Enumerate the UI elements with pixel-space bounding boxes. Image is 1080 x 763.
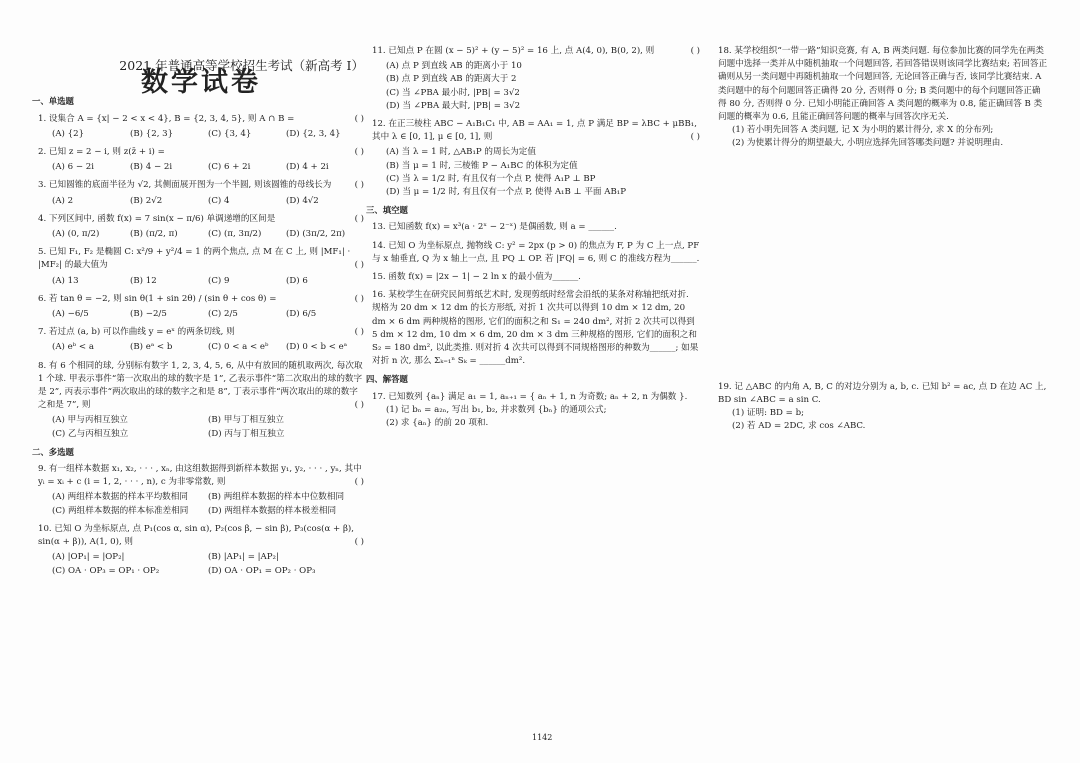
question-16: 16. 某校学生在研究民间剪纸艺术时, 发现剪纸时经常会沿纸的某条对称轴把纸对折. 规格为 20 dm × 12 dm 的长方形纸, 对折 1 次共可以得到 10 dm × 12 dm, 20 dm × 6 dm 两种规格的图形, 它们的面积之和 S₁ = 240 dm², 对折 2 次共可以得到 5 dm × 12 dm, 10 dm × 6 dm, 20 dm × 3 dm 三种规格的图形, 它们的面积之和 S₂ = 180 dm², 以此类推. 则对折 4 次共可以得到不同规格图形的种数为______; 如果对折 n 次, 那么 Σₖ₌₁ⁿ Sₖ = ______dm². [372,290,699,367]
option-c: (C) 4 [208,195,230,206]
option-d: (D) 6/5 [286,309,317,320]
question-14: 14. 已知 O 为坐标原点, 抛物线 C: y² = 2px (p > 0) 的焦点为 F, P 为 C 上一点, PF 与 x 轴垂直, Q 为 x 轴上一点, 且 PQ ⊥ OP. 若 |FQ| = 6, 则 C 的准线方程为______. [372,240,700,264]
column-3 [718,45,1048,438]
option-c: (C) 6 + 2i [208,162,251,173]
main-title: 数学试卷 [141,67,261,99]
subquestion-2: (2) 求 {aₙ} 的前 20 项和. [386,418,489,429]
option-b: (B) 甲与丁相互独立 [208,415,284,426]
question-8: 8. 有 6 个相同的球, 分别标有数字 1, 2, 3, 4, 5, 6, 从中有放回的随机取两次, 每次取 1 个球. 甲表示事件“第一次取出的球的数字是 1”, 乙表示事件“第二次取出的球的数字是 2”, 丙表示事件“两次取出的球的数字之和是 8”, 丁表示事件“两次取出的球的数字之和是 7”, 则 ( ) (A) 甲与丙相互独立 (B) 甲与丁相互独立 (C) 乙与丙相互独立 (D) 丙与丁相互独立 [38,360,364,441]
option-d: (D) 4√2 [286,195,319,206]
page-number: 1142 [532,733,553,742]
section-multi-choice: 二、多选题 [32,446,74,457]
option-a: (A) (0, π/2) [52,229,100,240]
option-b: (B) {2, 3} [130,128,174,139]
option-b: (B) 点 P 到直线 AB 的距离大于 2 [386,74,517,85]
subquestion-1: (1) 证明: BD = b; [732,408,804,419]
option-b: (B) eᵃ < b [130,342,173,353]
option-a: (A) 甲与丙相互独立 [52,415,128,426]
question-6: ( ) 6. 若 tan θ = −2, 则 sin θ(1 + sin 2θ) / (sin θ + cos θ) = (A) −6/5 (B) −2/5 (C) 2/5 (D) 6/5 [38,293,364,321]
question-17: 17. 已知数列 {aₙ} 满足 a₁ = 1, aₙ₊₁ = { aₙ + 1, n 为奇数; aₙ + 2, n 为偶数 }. (1) 记 bₙ = a₂ₙ, 写出 b₁, b₂, 并求数列 {bₙ} 的通项公式; (2) 求 {aₙ} 的前 20 项和. [372,391,700,431]
section-fill-blank: 三、填空题 [366,205,408,216]
option-b: (B) 2√2 [130,195,163,206]
option-d: (D) 当 μ = 1/2 时, 有且仅有一个点 P, 使得 A₁B ⊥ 平面 AB₁P [386,187,627,198]
question-1: ( ) 1. 设集合 A = {x| − 2 < x < 4}, B = {2, 3, 4, 5}, 则 A ∩ B = (A) {2} (B) {2, 3} (C) {3, 4} (D) {2, 3, 4} [38,113,364,141]
question-3: 3. 已知圆锥的底面半径为 √2, 其侧面展开图为一个半圆, 则该圆锥的母线长为 ( ) (A) 2 (B) 2√2 (C) 4 (D) 4√2 [38,179,364,207]
question-15: 15. 函数 f(x) = |2x − 1| − 2 ln x 的最小值为______. [372,272,581,283]
subquestion-2: (2) 为使累计得分的期望最大, 小明应选择先回答哪类问题? 并说明理由. [732,138,1004,149]
option-c: (C) 当 λ = 1/2 时, 有且仅有一个点 P, 使得 A₁P ⊥ BP [386,173,596,184]
option-b: (B) (π/2, π) [130,229,178,240]
option-b: (B) −2/5 [130,309,167,320]
option-a: (A) |OP₁| = |OP₂| [52,552,125,563]
question-7: ( ) 7. 若过点 (a, b) 可以作曲线 y = eˣ 的两条切线, 则 (A) eᵇ < a (B) eᵃ < b (C) 0 < a < eᵇ (D) 0 < b < eᵃ [38,326,364,354]
option-b: (B) |AP₁| = |AP₂| [208,552,279,563]
question-2: ( ) 2. 已知 z = 2 − i, 则 z(z̄ + i) = (A) 6 − 2i (B) 4 − 2i (C) 6 + 2i (D) 4 + 2i [38,146,364,174]
question-9: 9. 有一组样本数据 x₁, x₂, · · · , xₙ, 由这组数据得到新样本数据 y₁, y₂, · · · , yₙ, 其中 yᵢ = xᵢ + c (i = 1, 2, · · · , n), c 为非零常数, 则 ( ) (A) 两组样本数据的样本平均数相同 (B) 两组样本数据的样本中位数相同 (C) 两组样本数据的样本标准差相同 (D) 两组样本数据的样本极差相同 [38,463,364,518]
option-b: (B) 当 μ = 1 时, 三棱锥 P − A₁BC 的体积为定值 [386,160,578,171]
column-1 [32,45,364,583]
exam-title: 2021 年普通高等学校招生考试（新高考 I） [119,58,364,73]
option-d: (D) 6 [286,275,308,286]
option-a: (A) {2} [52,128,85,139]
option-b: (B) 两组样本数据的样本中位数相同 [208,492,345,503]
option-b: (B) 12 [130,275,157,286]
question-18: 18. 某学校组织“一带一路”知识竞赛, 有 A, B 两类问题. 每位参加比赛的同学先在两类问题中选择一类并从中随机抽取一个问题回答, 若回答错误则该同学比赛结束; 若回答正确则从另一类问题中再随机抽取一个问题回答, 无论回答正确与否, 该同学比赛结束. A 类问题中的每个问题回答正确得 20 分, 否则得 0 分; B 类问题中的每个问题回答正确得 80 分, 否则得 0 分. 已知小明能正确回答 A 类问题的概率为 0.8, 能正确回答 B 类问题的概率为 0.6, 且能正确回答问题的概率与回答次序无关. (1) 若小明先回答 A 类问题, 记 X 为小明的累计得分, 求 X 的分布列; (2) 为使累计得分的期望最大, 小明应选择先回答哪类问题? 并说明理由. [718,45,1048,151]
option-a: (A) eᵇ < a [52,342,94,353]
section-single-choice: 一、单选题 [32,96,74,107]
option-c: (C) 乙与丙相互独立 [52,428,129,439]
subquestion-1: (1) 记 bₙ = a₂ₙ, 写出 b₁, b₂, 并求数列 {bₙ} 的通项公式; [386,404,607,415]
option-d: (D) 4 + 2i [286,162,329,173]
option-d: (D) 0 < b < eᵃ [286,342,348,353]
option-c: (C) (π, 3π/2) [208,229,262,240]
option-a: (A) 点 P 到直线 AB 的距离小于 10 [386,61,522,72]
option-c: (C) 0 < a < eᵇ [208,342,269,353]
option-b: (B) 4 − 2i [130,162,173,173]
option-a: (A) 6 − 2i [52,162,94,173]
option-d: (D) 当 ∠PBA 最大时, |PB| = 3√2 [386,100,521,111]
subquestion-2: (2) 若 AD = 2DC, 求 cos ∠ABC. [732,421,866,432]
question-4: ( ) 4. 下列区间中, 函数 f(x) = 7 sin(x − π/6) 单调递增的区间是 (A) (0, π/2) (B) (π/2, π) (C) (π, 3π/2) (D) (3π/2, 2π) [38,213,364,241]
question-12: 12. 在正三棱柱 ABC − A₁B₁C₁ 中, AB = AA₁ = 1, 点 P 满足 BP = λBC + μBB₁, 其中 λ ∈ [0, 1], μ ∈ [0, 1], 则 ( ) (A) 当 λ = 1 时, △AB₁P 的周长为定值 (B) 当 μ = 1 时, 三棱锥 P − A₁BC 的体积为定值 (C) 当 λ = 1/2 时, 有且仅有一个点 P, 使得 A₁P ⊥ BP (D) 当 μ = 1/2 时, 有且仅有一个点 P, 使得 A₁B ⊥ 平面 AB₁P [372,118,700,199]
question-19: 19. 记 △ABC 的内角 A, B, C 的对边分别为 a, b, c. 已知 b² = ac, 点 D 在边 AC 上, BD sin ∠ABC = a sin C. (1) 证明: BD = b; (2) 若 AD = 2DC, 求 cos ∠ABC. [718,381,1048,434]
option-c: (C) 当 ∠PBA 最小时, |PB| = 3√2 [386,87,520,98]
question-13: 13. 已知函数 f(x) = x³(a · 2ˣ − 2⁻ˣ) 是偶函数, 则 a = ______. [372,222,617,233]
section-solve: 四、解答题 [366,374,408,385]
option-a: (A) 13 [52,275,79,286]
subquestion-1: (1) 若小明先回答 A 类问题, 记 X 为小明的累计得分, 求 X 的分布列; [732,125,994,136]
question-11: 11. 已知点 P 在圆 (x − 5)² + (y − 5)² = 16 上, 点 A(4, 0), B(0, 2), 则 ( ) (A) 点 P 到直线 AB 的距离小于 10 (B) 点 P 到直线 AB 的距离大于 2 (C) 当 ∠PBA 最小时, |PB| = 3√2 (D) 当 ∠PBA 最大时, |PB| = 3√2 [372,45,700,113]
option-d: (D) 两组样本数据的样本极差相同 [208,505,337,516]
option-a: (A) 当 λ = 1 时, △AB₁P 的周长为定值 [386,147,536,158]
option-d: (D) {2, 3, 4} [286,128,341,139]
option-c: (C) 2/5 [208,309,238,320]
option-a: (A) 2 [52,195,74,206]
option-c: (C) {3, 4} [208,128,252,139]
question-5: 5. 已知 F₁, F₂ 是椭圆 C: x²/9 + y²/4 = 1 的两个焦点, 点 M 在 C 上, 则 |MF₁| · |MF₂| 的最大值为 ( ) (A) 13 (B) 12 (C) 9 (D) 6 [38,246,364,288]
option-d: (D) 丙与丁相互独立 [208,428,285,439]
option-c: (C) OA · OP₃ = OP₁ · OP₂ [52,565,160,576]
option-a: (A) −6/5 [52,309,89,320]
option-d: (D) OA · OP₁ = OP₂ · OP₃ [208,565,316,576]
option-d: (D) (3π/2, 2π) [286,229,346,240]
question-10: 10. 已知 O 为坐标原点, 点 P₁(cos α, sin α), P₂(cos β, − sin β), P₃(cos(α + β), sin(α + β)), A(1, 0), 则 ( ) (A) |OP₁| = |OP₂| (B) |AP₁| = |AP₂| (C) OA · OP₃ = OP₁ · OP₂ (D) OA · OP₁ = OP₂ · OP₃ [38,523,364,578]
column-2 [366,45,700,435]
option-c: (C) 两组样本数据的样本标准差相同 [52,505,189,516]
option-a: (A) 两组样本数据的样本平均数相同 [52,492,188,503]
option-c: (C) 9 [208,275,230,286]
